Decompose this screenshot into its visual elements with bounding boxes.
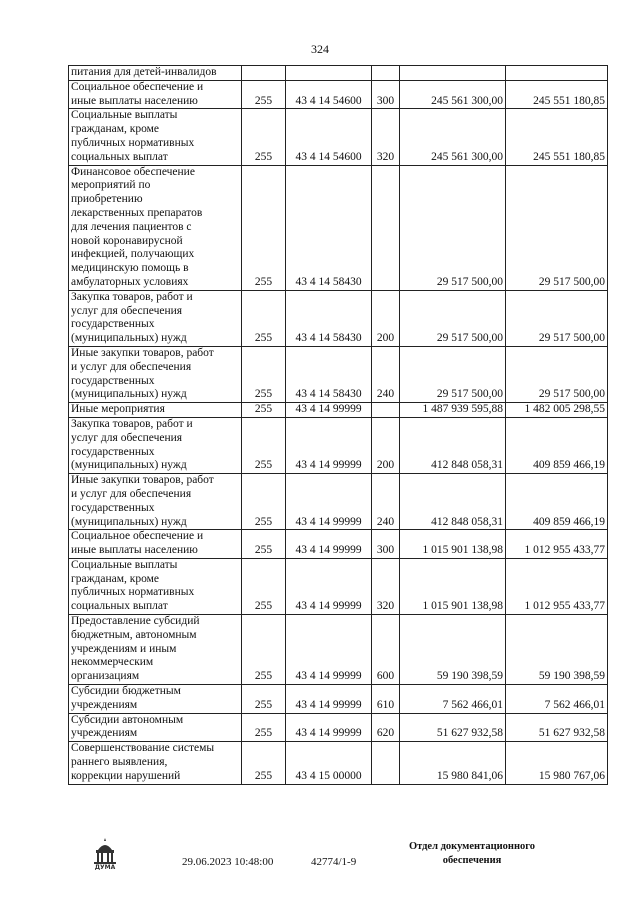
csr-cell: 43 4 14 54600	[286, 109, 372, 165]
item-name-line: новой коронавирусной	[71, 234, 183, 247]
item-name-line: учреждениям и иным	[71, 642, 177, 655]
vr-cell: 600	[372, 615, 400, 685]
item-name-cell	[69, 109, 242, 165]
sum-planned-cell: 29 517 500,00	[400, 346, 506, 402]
footer-department-line: обеспечения	[442, 855, 502, 866]
budget-table	[68, 65, 608, 785]
sum-executed-cell: 245 551 180,85	[506, 109, 608, 165]
csr-cell: 43 4 14 58430	[286, 346, 372, 402]
sum-planned-cell: 59 190 398,59	[400, 615, 506, 685]
item-name-line: для лечения пациентов с	[71, 220, 192, 233]
item-name-line: Социальное обеспечение и	[71, 80, 204, 93]
item-name-cell	[69, 165, 242, 290]
sum-executed-cell: 409 859 466,19	[506, 474, 608, 530]
vr-cell: 240	[372, 346, 400, 402]
table-row	[69, 165, 608, 290]
csr-cell: 43 4 14 99999	[286, 403, 372, 418]
ved-cell: 255	[242, 346, 286, 402]
sum-planned-cell: 29 517 500,00	[400, 165, 506, 290]
sum-executed-cell: 29 517 500,00	[506, 290, 608, 346]
item-name-line: Субсидии автономным	[71, 713, 184, 726]
sum-planned-cell: 29 517 500,00	[400, 290, 506, 346]
item-name-line: государственных	[71, 318, 155, 331]
sum-executed-cell: 1 012 955 433,77	[506, 530, 608, 559]
item-name-line: Социальные выплаты	[71, 558, 178, 571]
sum-executed-cell: 1 482 005 298,55	[506, 403, 608, 418]
csr-cell: 43 4 14 99999	[286, 615, 372, 685]
item-name-line: лекарственных препаратов	[71, 206, 203, 219]
item-name-line: (муниципальных) нужд	[71, 515, 187, 528]
item-name-line: Субсидии бюджетным	[71, 685, 181, 698]
item-name-line: государственных	[71, 501, 155, 514]
csr-cell: 43 4 14 99999	[286, 530, 372, 559]
vr-cell: 610	[372, 685, 400, 714]
ved-cell: 255	[242, 615, 286, 685]
table-row	[69, 474, 608, 530]
item-name-line: раннего выявления,	[71, 756, 168, 769]
sum-planned-cell: 412 848 058,31	[400, 417, 506, 473]
csr-cell: 43 4 14 58430	[286, 165, 372, 290]
csr-cell: 43 4 14 99999	[286, 685, 372, 714]
vr-cell	[372, 66, 400, 81]
ved-cell: 255	[242, 165, 286, 290]
sum-planned-cell: 412 848 058,31	[400, 474, 506, 530]
ved-cell	[242, 66, 286, 81]
table-row	[69, 417, 608, 473]
vr-cell: 620	[372, 713, 400, 742]
item-name-line: иные выплаты населению	[71, 544, 198, 557]
ved-cell: 255	[242, 474, 286, 530]
logo-text: ДУМА	[94, 864, 116, 870]
ved-cell: 255	[242, 403, 286, 418]
ved-cell: 255	[242, 80, 286, 109]
vr-cell: 200	[372, 290, 400, 346]
footer-datetime: 29.06.2023 10:48:00	[182, 856, 274, 868]
item-name-line: Социальное обеспечение и	[71, 530, 204, 543]
vr-cell: 200	[372, 417, 400, 473]
item-name-line: Иные закупки товаров, работ	[71, 346, 214, 359]
item-name-line: Закупка товаров, работ и	[71, 290, 193, 303]
item-name-line: социальных выплат	[71, 150, 168, 163]
item-name-line: гражданам, кроме	[71, 123, 160, 136]
vr-cell: 320	[372, 109, 400, 165]
item-name-line: питания для детей-инвалидов	[71, 66, 217, 78]
item-name-line: мероприятий по	[71, 179, 151, 192]
vr-cell	[372, 165, 400, 290]
sum-planned-cell: 245 561 300,00	[400, 109, 506, 165]
item-name-line: бюджетным, автономным	[71, 628, 197, 641]
sum-planned-cell: 245 561 300,00	[400, 80, 506, 109]
item-name-line: социальных выплат	[71, 600, 168, 613]
item-name-line: иные выплаты населению	[71, 94, 198, 107]
item-name-line: публичных нормативных	[71, 586, 195, 599]
sum-planned-cell	[400, 66, 506, 81]
sum-executed-cell: 59 190 398,59	[506, 615, 608, 685]
csr-cell: 43 4 14 99999	[286, 417, 372, 473]
item-name-cell	[69, 66, 242, 81]
sum-executed-cell: 245 551 180,85	[506, 80, 608, 109]
sum-planned-cell: 1 015 901 138,98	[400, 530, 506, 559]
ved-cell: 255	[242, 685, 286, 714]
item-name-line: учреждениям	[71, 727, 138, 740]
item-name-line: учреждениям	[71, 698, 138, 711]
vr-cell	[372, 742, 400, 784]
item-name-line: (муниципальных) нужд	[71, 459, 187, 472]
csr-cell: 43 4 14 99999	[286, 713, 372, 742]
item-name-line: инфекцией, получающих	[71, 248, 195, 261]
item-name-line: организациям	[71, 670, 140, 683]
table-row	[69, 66, 608, 81]
sum-executed-cell: 51 627 932,58	[506, 713, 608, 742]
vr-cell: 300	[372, 80, 400, 109]
csr-cell: 43 4 14 58430	[286, 290, 372, 346]
item-name-line: Иные закупки товаров, работ	[71, 474, 214, 487]
sum-executed-cell: 1 012 955 433,77	[506, 558, 608, 614]
page-number: 324	[311, 42, 329, 56]
item-name-line: Закупка товаров, работ и	[71, 417, 193, 430]
csr-cell: 43 4 14 54600	[286, 80, 372, 109]
sum-planned-cell: 1 015 901 138,98	[400, 558, 506, 614]
item-name-line: Предоставление субсидий	[71, 615, 200, 628]
item-name-line: и услуг для обеспечения	[71, 360, 192, 373]
footer-doc-number: 42774/1-9	[311, 856, 357, 868]
csr-cell	[286, 66, 372, 81]
vr-cell: 300	[372, 530, 400, 559]
item-name-cell	[69, 417, 242, 473]
vr-cell: 320	[372, 558, 400, 614]
ved-cell: 255	[242, 417, 286, 473]
item-name-cell	[69, 558, 242, 614]
ved-cell: 255	[242, 742, 286, 784]
sum-executed-cell: 29 517 500,00	[506, 165, 608, 290]
csr-cell: 43 4 14 99999	[286, 558, 372, 614]
table-row	[69, 109, 608, 165]
table-row	[69, 713, 608, 742]
item-name-cell	[69, 403, 242, 418]
item-name-line: гражданам, кроме	[71, 572, 160, 585]
sum-executed-cell: 409 859 466,19	[506, 417, 608, 473]
item-name-line: публичных нормативных	[71, 136, 195, 149]
table-row	[69, 80, 608, 109]
duma-emblem-icon	[88, 836, 122, 870]
footer-department-line: Отдел документационного	[408, 841, 536, 852]
ved-cell: 255	[242, 713, 286, 742]
item-name-cell	[69, 346, 242, 402]
sum-executed-cell: 7 562 466,01	[506, 685, 608, 714]
item-name-line: приобретению	[71, 193, 143, 206]
vr-cell: 240	[372, 474, 400, 530]
sum-executed-cell	[506, 66, 608, 81]
sum-planned-cell: 15 980 841,06	[400, 742, 506, 784]
sum-planned-cell: 1 487 939 595,88	[400, 403, 506, 418]
ved-cell: 255	[242, 109, 286, 165]
item-name-line: услуг для обеспечения	[71, 304, 183, 317]
item-name-line: амбулаторных условиях	[71, 275, 189, 288]
item-name-cell	[69, 290, 242, 346]
ved-cell: 255	[242, 530, 286, 559]
table-row	[69, 685, 608, 714]
item-name-line: некоммерческим	[71, 656, 154, 669]
item-name-line: Совершенствование системы	[71, 742, 215, 755]
item-name-line: государственных	[71, 445, 155, 458]
table-row	[69, 346, 608, 402]
ved-cell: 255	[242, 290, 286, 346]
item-name-cell	[69, 615, 242, 685]
item-name-line: государственных	[71, 374, 155, 387]
footer-department	[404, 840, 540, 868]
table-row	[69, 742, 608, 784]
table-row	[69, 615, 608, 685]
item-name-line: (муниципальных) нужд	[71, 332, 187, 345]
table-row	[69, 558, 608, 614]
table-row	[69, 403, 608, 418]
vr-cell	[372, 403, 400, 418]
item-name-line: Финансовое обеспечение	[71, 165, 195, 178]
item-name-line: медицинскую помощь в	[71, 262, 189, 275]
table-row	[69, 290, 608, 346]
ved-cell: 255	[242, 558, 286, 614]
sum-executed-cell: 15 980 767,06	[506, 742, 608, 784]
item-name-line: Социальные выплаты	[71, 109, 178, 122]
table-row	[69, 530, 608, 559]
csr-cell: 43 4 14 99999	[286, 474, 372, 530]
sum-planned-cell: 51 627 932,58	[400, 713, 506, 742]
table-body	[69, 66, 608, 785]
item-name-cell	[69, 742, 242, 784]
item-name-line: услуг для обеспечения	[71, 431, 183, 444]
item-name-line: и услуг для обеспечения	[71, 487, 192, 500]
sum-planned-cell: 7 562 466,01	[400, 685, 506, 714]
csr-cell: 43 4 15 00000	[286, 742, 372, 784]
item-name-line: коррекции нарушений	[71, 769, 181, 782]
item-name-line: (муниципальных) нужд	[71, 388, 187, 401]
item-name-cell	[69, 685, 242, 714]
item-name-cell	[69, 713, 242, 742]
item-name-cell	[69, 80, 242, 109]
item-name-cell	[69, 530, 242, 559]
item-name-line: Иные мероприятия	[71, 403, 165, 416]
sum-executed-cell: 29 517 500,00	[506, 346, 608, 402]
item-name-cell	[69, 474, 242, 530]
